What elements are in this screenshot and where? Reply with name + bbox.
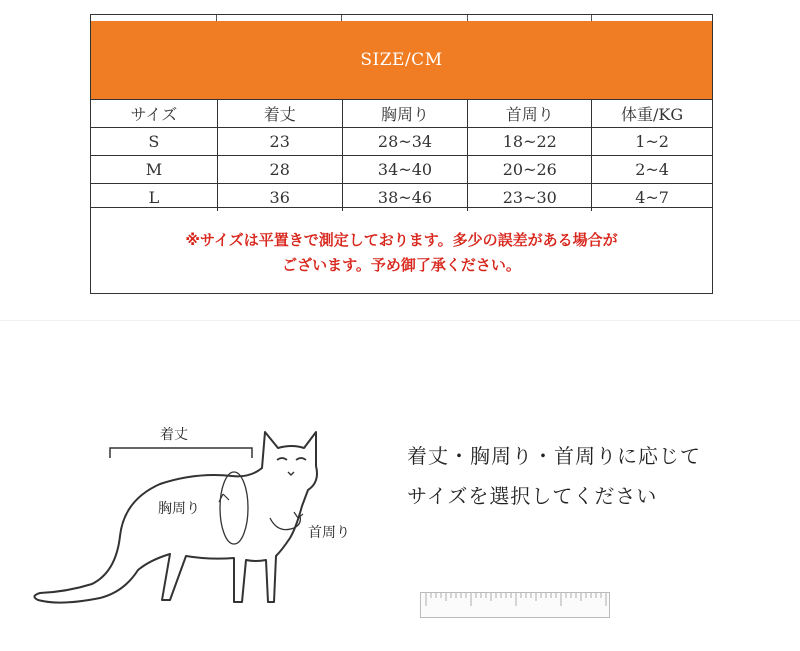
- column-header-size: サイズ: [130, 105, 178, 124]
- chest-cell: 38~46: [342, 184, 468, 211]
- size-grid: [91, 99, 712, 211]
- weight-cell: 2~4: [591, 156, 712, 183]
- table-row: [91, 127, 712, 155]
- cat-measurement-diagram: [20, 410, 380, 635]
- column-header-length: 着丈: [217, 100, 342, 127]
- column-header-chest: 胸周り: [342, 100, 468, 127]
- note-line-2: ございます。予め御了承ください。: [282, 255, 521, 274]
- neck-cell: 18~22: [467, 128, 591, 155]
- weight-cell: 1~2: [591, 128, 712, 155]
- size-cell: L: [148, 188, 160, 207]
- table-header-row: [91, 99, 712, 127]
- length-cell: 28: [217, 156, 342, 183]
- size-cell: M: [145, 160, 163, 179]
- weight-cell: 4~7: [591, 184, 712, 211]
- chest-label: 胸周り: [158, 501, 200, 517]
- chest-cell: 28~34: [342, 128, 468, 155]
- size-instruction: [407, 436, 701, 516]
- column-header-weight: 体重/KG: [591, 100, 712, 127]
- size-cell: S: [148, 132, 160, 151]
- neck-cell: 23~30: [467, 184, 591, 211]
- ruler-graphic: [420, 592, 610, 618]
- instruction-line-2: サイズを選択してください: [407, 484, 658, 508]
- neck-label: 首周り: [308, 525, 350, 541]
- chest-cell: 34~40: [342, 156, 468, 183]
- column-header-neck: 首周り: [467, 100, 591, 127]
- table-row: [91, 155, 712, 183]
- length-label: 着丈: [160, 427, 188, 443]
- size-chart-header: SIZE/CM: [91, 21, 712, 99]
- note-line-1: ※サイズは平置きで測定しております。多少の誤差がある場合が: [185, 230, 618, 249]
- measurement-note: [91, 207, 712, 295]
- instruction-line-1: 着丈・胸周り・首周りに応じて: [407, 444, 701, 468]
- length-cell: 23: [217, 128, 342, 155]
- neck-cell: 20~26: [467, 156, 591, 183]
- length-cell: 36: [217, 184, 342, 211]
- size-chart-table: [90, 14, 713, 294]
- section-divider: [0, 320, 800, 321]
